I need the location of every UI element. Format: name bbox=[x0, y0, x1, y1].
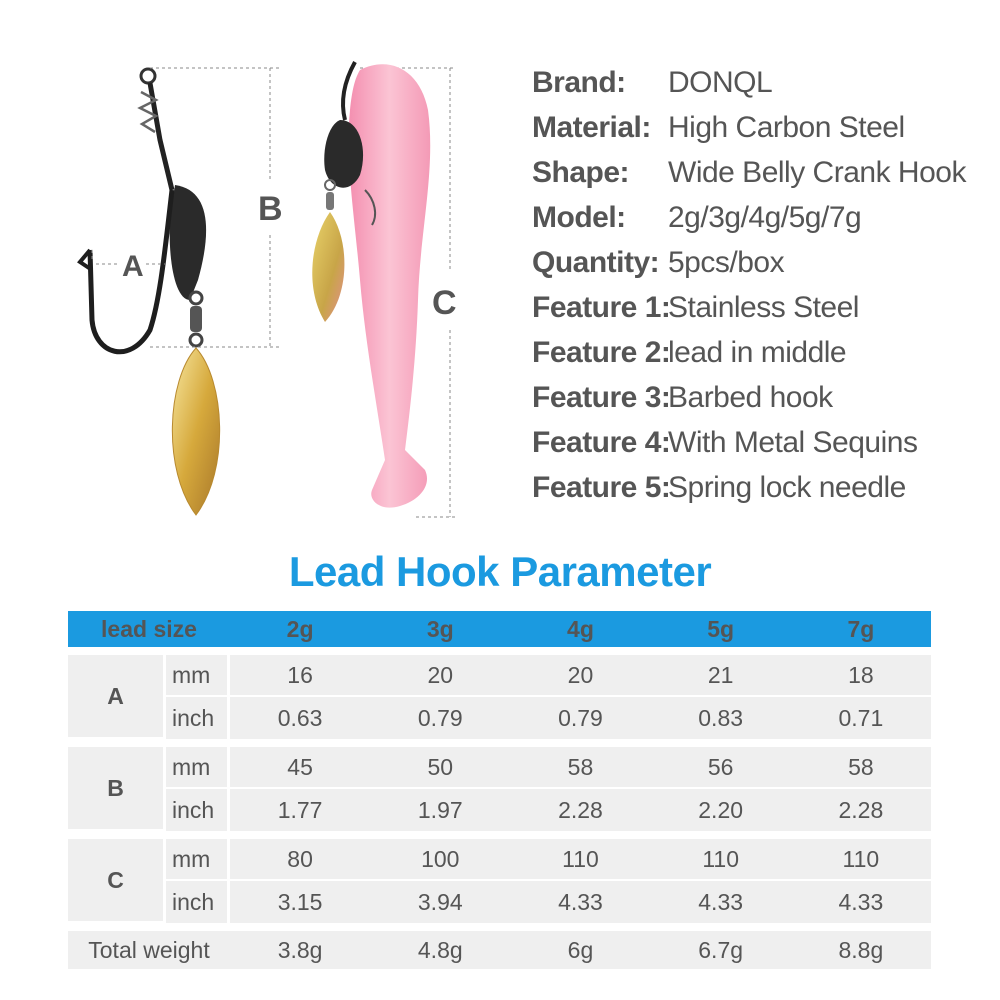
unit-cell: mm bbox=[166, 747, 230, 789]
spec-value: lead in middle bbox=[668, 335, 847, 369]
value-cell: 1.97 bbox=[370, 789, 510, 831]
spec-value: DONQL bbox=[668, 65, 773, 99]
spec-key: Quantity: bbox=[532, 245, 660, 279]
value-cell: 0.79 bbox=[510, 697, 650, 739]
table-row bbox=[68, 697, 931, 739]
unit-cell: inch bbox=[166, 789, 230, 831]
value-cell: 4.8g bbox=[370, 931, 510, 969]
spec-key: Brand: bbox=[532, 65, 626, 99]
value-cell: 110 bbox=[791, 839, 931, 881]
group-letter: A bbox=[68, 655, 166, 739]
spec-row bbox=[532, 150, 966, 195]
lead-weight bbox=[170, 185, 206, 300]
value-cell: 21 bbox=[651, 655, 791, 697]
value-cell: 4.33 bbox=[510, 881, 650, 923]
value-cell: 45 bbox=[230, 747, 370, 789]
header-size: 7g bbox=[791, 611, 931, 647]
dimension-a-label: A bbox=[122, 250, 144, 283]
value-cell: 58 bbox=[791, 747, 931, 789]
dimension-b-label: B bbox=[258, 190, 283, 228]
dimension-c-label: C bbox=[432, 284, 457, 322]
spec-value: Stainless Steel bbox=[668, 290, 859, 324]
value-cell: 4.33 bbox=[791, 881, 931, 923]
spec-list bbox=[532, 60, 966, 510]
value-cell: 80 bbox=[230, 839, 370, 881]
header-size: 3g bbox=[370, 611, 510, 647]
value-cell: 110 bbox=[651, 839, 791, 881]
table-row bbox=[68, 655, 931, 697]
spec-value: Spring lock needle bbox=[668, 470, 906, 504]
group-letter: C bbox=[68, 839, 166, 923]
value-cell: 0.79 bbox=[370, 697, 510, 739]
table-row bbox=[68, 747, 931, 789]
spec-row bbox=[532, 285, 966, 330]
lure-blade bbox=[312, 212, 344, 322]
value-cell: 0.83 bbox=[651, 697, 791, 739]
product-illustration bbox=[0, 0, 520, 540]
unit-cell: mm bbox=[166, 655, 230, 697]
value-cell: 8.8g bbox=[791, 931, 931, 969]
value-cell: 50 bbox=[370, 747, 510, 789]
spec-value: 2g/3g/4g/5g/7g bbox=[668, 200, 862, 234]
value-cell: 6.7g bbox=[651, 931, 791, 969]
unit-cell: inch bbox=[166, 697, 230, 739]
weighted-hook bbox=[80, 69, 220, 515]
spec-key: Feature 4: bbox=[532, 425, 671, 459]
value-cell: 56 bbox=[651, 747, 791, 789]
spec-key: Feature 2: bbox=[532, 335, 671, 369]
value-cell: 0.71 bbox=[791, 697, 931, 739]
header-size: 2g bbox=[230, 611, 370, 647]
table-header-row bbox=[68, 611, 931, 647]
spec-row bbox=[532, 330, 966, 375]
value-cell: 0.63 bbox=[230, 697, 370, 739]
spec-row bbox=[532, 240, 966, 285]
soft-lure bbox=[312, 62, 430, 508]
spec-key: Model: bbox=[532, 200, 626, 234]
spec-row bbox=[532, 465, 966, 510]
value-cell: 3.15 bbox=[230, 881, 370, 923]
value-cell: 2.28 bbox=[510, 789, 650, 831]
table-row bbox=[68, 839, 931, 881]
spec-value: High Carbon Steel bbox=[668, 110, 905, 144]
parameter-table bbox=[68, 611, 931, 969]
value-cell: 18 bbox=[791, 655, 931, 697]
value-cell: 100 bbox=[370, 839, 510, 881]
spec-row bbox=[532, 420, 966, 465]
lure-body bbox=[349, 64, 431, 507]
value-cell: 58 bbox=[510, 747, 650, 789]
table-row bbox=[68, 881, 931, 923]
spec-row bbox=[532, 105, 966, 150]
value-cell: 20 bbox=[510, 655, 650, 697]
value-cell: 20 bbox=[370, 655, 510, 697]
willow-blade bbox=[172, 348, 219, 515]
total-weight-row bbox=[68, 931, 931, 969]
spec-value: Wide Belly Crank Hook bbox=[668, 155, 966, 189]
value-cell: 6g bbox=[510, 931, 650, 969]
table-title: Lead Hook Parameter bbox=[288, 548, 712, 595]
spec-key: Feature 5: bbox=[532, 470, 671, 504]
spec-value: 5pcs/box bbox=[668, 245, 785, 279]
table-row bbox=[68, 789, 931, 831]
spec-row bbox=[532, 60, 966, 105]
value-cell: 1.77 bbox=[230, 789, 370, 831]
value-cell: 110 bbox=[510, 839, 650, 881]
swivel bbox=[190, 306, 202, 332]
value-cell: 4.33 bbox=[651, 881, 791, 923]
spec-key: Material: bbox=[532, 110, 651, 144]
header-size: 5g bbox=[651, 611, 791, 647]
value-cell: 2.20 bbox=[651, 789, 791, 831]
unit-cell: inch bbox=[166, 881, 230, 923]
spec-key: Feature 1: bbox=[532, 290, 671, 324]
spec-row bbox=[532, 195, 966, 240]
value-cell: 3.94 bbox=[370, 881, 510, 923]
header-size: 4g bbox=[510, 611, 650, 647]
spec-value: Barbed hook bbox=[668, 380, 833, 414]
spec-key: Shape: bbox=[532, 155, 630, 189]
total-weight-label: Total weight bbox=[68, 931, 230, 969]
spec-key: Feature 3: bbox=[532, 380, 671, 414]
spec-row bbox=[532, 375, 966, 420]
group-letter: B bbox=[68, 747, 166, 831]
value-cell: 3.8g bbox=[230, 931, 370, 969]
value-cell: 16 bbox=[230, 655, 370, 697]
spec-value: With Metal Sequins bbox=[668, 425, 918, 459]
value-cell: 2.28 bbox=[791, 789, 931, 831]
header-lead-size: lead size bbox=[68, 611, 230, 647]
unit-cell: mm bbox=[166, 839, 230, 881]
